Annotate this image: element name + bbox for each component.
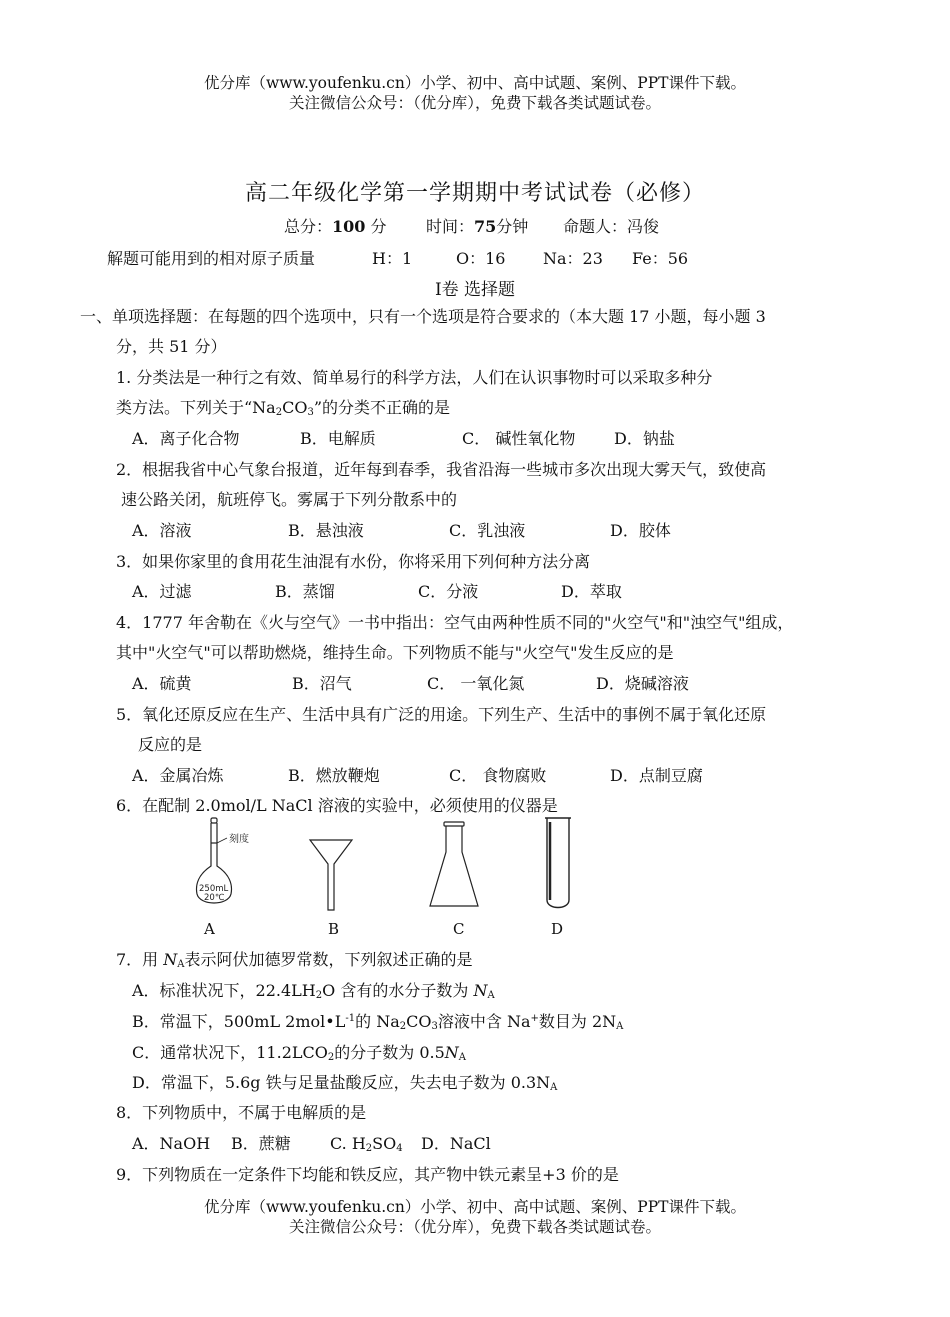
q3-option-a[interactable]: A．过滤 xyxy=(132,582,192,601)
q8-option-c[interactable] xyxy=(330,1134,403,1154)
q7-stem xyxy=(116,950,473,970)
time-unit: 分钟 xyxy=(496,217,529,236)
q7b-part: 数目为 2N xyxy=(538,1012,617,1031)
q7-stem-part: 7．用 xyxy=(116,950,164,969)
q1-stem-part: CO xyxy=(282,398,308,417)
score-info xyxy=(284,214,387,237)
q7b-sup: -1 xyxy=(345,1013,356,1024)
test-tube-figure xyxy=(541,816,577,912)
figure-label-a[interactable]: A xyxy=(204,920,215,938)
q5-option-a[interactable]: A．金属冶炼 xyxy=(132,766,224,785)
q7-stem-part: 表示阿伏加德罗常数，下列叙述正确的是 xyxy=(184,950,473,969)
q2-option-b[interactable]: B．悬浊液 xyxy=(288,521,364,540)
q3-option-d[interactable]: D．萃取 xyxy=(561,582,622,601)
q7a-sub: 2 xyxy=(315,990,323,1001)
q7c-sub: 2 xyxy=(327,1052,335,1063)
q7b-na-sub: A xyxy=(616,1021,624,1032)
exam-title: 高二年级化学第一学期期中考试试卷（必修） xyxy=(244,181,705,206)
header-line-1: 优分库（www.youfenku.cn）小学、初中、高中试题、案例、PPT课件下载。 xyxy=(203,74,747,92)
q7-option-c[interactable] xyxy=(132,1043,466,1063)
q5-stem-line-2: 反应的是 xyxy=(138,735,203,754)
q1-option-c[interactable]: C． 碱性氧化物 xyxy=(462,429,576,448)
q1-sub: 3 xyxy=(307,407,314,418)
q2-option-a[interactable]: A．溶液 xyxy=(132,521,192,540)
q4-option-d[interactable]: D．烧碱溶液 xyxy=(596,674,689,693)
q7b-part: B．常温下，500mL 2mol•L xyxy=(132,1012,346,1031)
time-info xyxy=(426,214,528,237)
q2-option-c[interactable]: C．乳浊液 xyxy=(449,521,526,540)
q7-na-sub: A xyxy=(177,959,185,970)
q1-stem-part: ”的分类不正确的是 xyxy=(313,398,451,417)
q7a-na-sub: A xyxy=(487,990,495,1001)
q8-option-d[interactable]: D．NaCl xyxy=(421,1134,491,1153)
q3-stem: 3．如果你家里的食用花生油混有水份，你将采用下列何种方法分离 xyxy=(116,552,591,571)
q7b-sub: 3 xyxy=(431,1021,438,1032)
section-title: Ⅰ卷 选择题 xyxy=(434,280,516,300)
header-line-2: 关注微信公众号：（优分库），免费下载各类试题试卷。 xyxy=(288,94,661,112)
q1-option-a[interactable]: A．离子化合物 xyxy=(132,429,240,448)
flask-mark-label: 刻度 xyxy=(229,834,249,845)
q7b-part: 的 Na xyxy=(355,1012,400,1031)
q8c-sub: 2 xyxy=(365,1143,373,1154)
q1-sub: 2 xyxy=(275,407,283,418)
atomic-mass-h: H：1 xyxy=(372,249,413,268)
q3-option-b[interactable]: B．蒸馏 xyxy=(275,582,335,601)
q7b-part: 溶液中含 Na xyxy=(437,1012,531,1031)
q7-option-d[interactable] xyxy=(132,1073,557,1093)
q8-option-a[interactable]: A．NaOH xyxy=(132,1134,211,1153)
figure-label-d[interactable]: D xyxy=(551,920,564,938)
score-value: 100 xyxy=(332,217,366,236)
score-label: 总分： xyxy=(284,217,333,236)
instructions-line-1: 一、单项选择题：在每题的四个选项中，只有一个选项是符合要求的（本大题 17 小题，每小题 3 xyxy=(80,307,766,326)
q3-option-c[interactable]: C．分液 xyxy=(418,582,479,601)
q2-stem-line-2: 速公路关闭，航班停飞。雾属于下列分散系中的 xyxy=(121,490,458,509)
q7b-sub: 2 xyxy=(399,1021,407,1032)
instructions-line-2: 分，共 51 分） xyxy=(116,337,227,356)
q7a-part: A．标准状况下，22.4LH xyxy=(132,981,316,1000)
q5-stem-line-1: 5．氧化还原反应在生产、生活中具有广泛的用途。下列生产、生活中的事例不属于氧化还原 xyxy=(116,705,767,724)
q9-stem: 9．下列物质在一定条件下均能和铁反应，其产物中铁元素呈+3 价的是 xyxy=(116,1165,619,1184)
q1-option-d[interactable]: D．钠盐 xyxy=(614,429,675,448)
q5-option-c[interactable]: C． 食物腐败 xyxy=(449,766,547,785)
funnel-figure xyxy=(308,838,358,913)
figure-label-c[interactable]: C xyxy=(453,920,465,938)
footer-line-1: 优分库（www.youfenku.cn）小学、初中、高中试题、案例、PPT课件下载。 xyxy=(203,1198,747,1216)
q8c-sub: 4 xyxy=(396,1143,403,1154)
footer-line-2: 关注微信公众号：（优分库），免费下载各类试题试卷。 xyxy=(288,1218,661,1236)
q4-option-b[interactable]: B．沼气 xyxy=(292,674,352,693)
atomic-mass-na: Na：23 xyxy=(543,249,603,268)
q7a-part: O 含有的水分子数为 xyxy=(322,981,474,1000)
q7b-sup: + xyxy=(530,1013,539,1024)
q8-stem: 8．下列物质中，不属于电解质的是 xyxy=(116,1103,367,1122)
q8-option-b[interactable]: B．蔗糖 xyxy=(231,1134,291,1153)
q4-option-c[interactable]: C． 一氧化氮 xyxy=(427,674,525,693)
q2-stem-line-1: 2．根据我省中心气象台报道，近年每到春季，我省沿海一些城市多次出现大雾天气，致使高 xyxy=(116,460,767,479)
atomic-mass-label: 解题可能用到的相对原子质量 xyxy=(107,249,316,268)
q1-option-b[interactable]: B．电解质 xyxy=(300,429,376,448)
flask-temp-label: 20℃ xyxy=(204,893,225,903)
q4-stem-line-2: 其中"火空气"可以帮助燃烧，维持生命。下列物质不能与"火空气"发生反应的是 xyxy=(116,643,674,662)
q7d-part: D．常温下，5.6g 铁与足量盐酸反应，失去电子数为 0.3N xyxy=(132,1073,551,1092)
time-label: 时间： xyxy=(426,217,475,236)
q1-stem-part: 类方法。下列关于“Na xyxy=(116,398,276,417)
q7c-part: 的分子数为 0.5 xyxy=(334,1043,445,1062)
q6-stem: 6．在配制 2.0mol/L NaCl 溶液的实验中，必须使用的仪器是 xyxy=(116,796,558,815)
q8c-part: C. H xyxy=(330,1134,366,1153)
q7a-na: N xyxy=(473,981,488,1000)
atomic-mass-o: O：16 xyxy=(456,249,506,268)
q7c-na-sub: A xyxy=(458,1052,467,1063)
q2-option-d[interactable]: D．胶体 xyxy=(610,521,671,540)
conical-flask-figure xyxy=(428,822,488,912)
time-value: 75 xyxy=(474,217,497,236)
q5-option-d[interactable]: D．点制豆腐 xyxy=(610,766,703,785)
q7d-na-sub: A xyxy=(550,1082,558,1093)
score-unit: 分 xyxy=(370,217,387,236)
q4-stem-line-1: 4．1777 年舍勒在《火与空气》一书中指出：空气由两种性质不同的"火空气"和"浊空气"组成， xyxy=(116,613,794,632)
q1-stem-line-1: 1. 分类法是一种行之有效、简单易行的科学方法，人们在认识事物时可以采取多种分 xyxy=(116,368,713,387)
q7-option-b[interactable] xyxy=(132,1012,623,1032)
q7-option-a[interactable] xyxy=(132,981,495,1001)
q7b-part: CO xyxy=(406,1012,432,1031)
author: 命题人：冯俊 xyxy=(563,217,660,236)
q5-option-b[interactable]: B．燃放鞭炮 xyxy=(288,766,380,785)
flask-volume-label: 250mL xyxy=(199,884,229,894)
q8c-part: SO xyxy=(372,1134,397,1153)
atomic-mass-fe: Fe：56 xyxy=(632,249,689,268)
q7-na: N xyxy=(163,950,178,969)
q7c-part: C．通常状况下，11.2LCO xyxy=(132,1043,328,1062)
figure-label-b[interactable]: B xyxy=(328,920,340,938)
volumetric-flask-figure xyxy=(195,818,265,913)
q1-stem-line-2 xyxy=(116,398,450,418)
q4-option-a[interactable]: A．硫黄 xyxy=(132,674,192,693)
q7c-na: N xyxy=(444,1043,459,1062)
